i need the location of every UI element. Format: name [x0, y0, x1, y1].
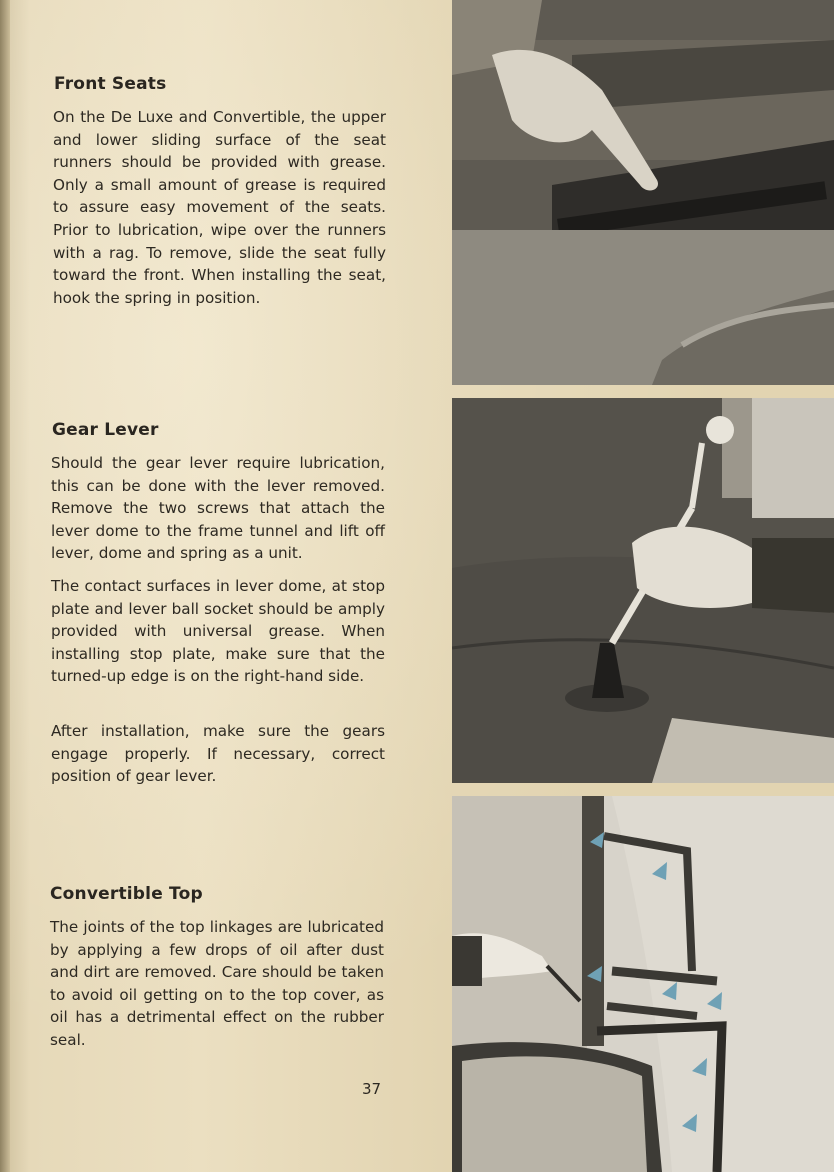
heading-front-seats: Front Seats [54, 74, 167, 94]
heading-gear-lever: Gear Lever [52, 420, 159, 440]
photo-gear-lever [452, 398, 834, 783]
photo-seat-runner [452, 0, 834, 385]
heading-convertible-top: Convertible Top [50, 884, 203, 904]
paragraph-front-seats: On the De Luxe and Convertible, the upper and lower sliding surface of the seat runners should be provided with grease. Only a small amount of grease is required to assure easy movement of the seats. Prior to lubrication, wipe over the runners with a rag. To remove, slide the seat fully toward the front. When installing the seat, hook the spring in position. [53, 108, 386, 307]
paragraph-gear-lever-installation: After installation, make sure the gears engage properly. If necessary, correct position of gear lever. [51, 722, 385, 786]
page-number: 37 [362, 1080, 382, 1098]
paragraph-gear-lever-removal: Should the gear lever require lubrication, this can be done with the lever removed. Remove the two screws that attach the lever dome to the frame tunnel and lift off lever, dome and spring as a unit. [51, 454, 385, 563]
photo-convertible-top [452, 796, 834, 1172]
paragraph-convertible-top: The joints of the top linkages are lubricated by applying a few drops of oil after dust and dirt are removed. Care should be taken to avoid oil getting on to the top cover, as oil has a detrimental effect on the rubber seal. [50, 918, 384, 1049]
paragraph-gear-lever-grease: The contact surfaces in lever dome, at stop plate and lever ball socket should be amply provided with universal grease. When installing stop plate, make sure that the turned-up edge is on the right-hand side. [51, 577, 385, 686]
